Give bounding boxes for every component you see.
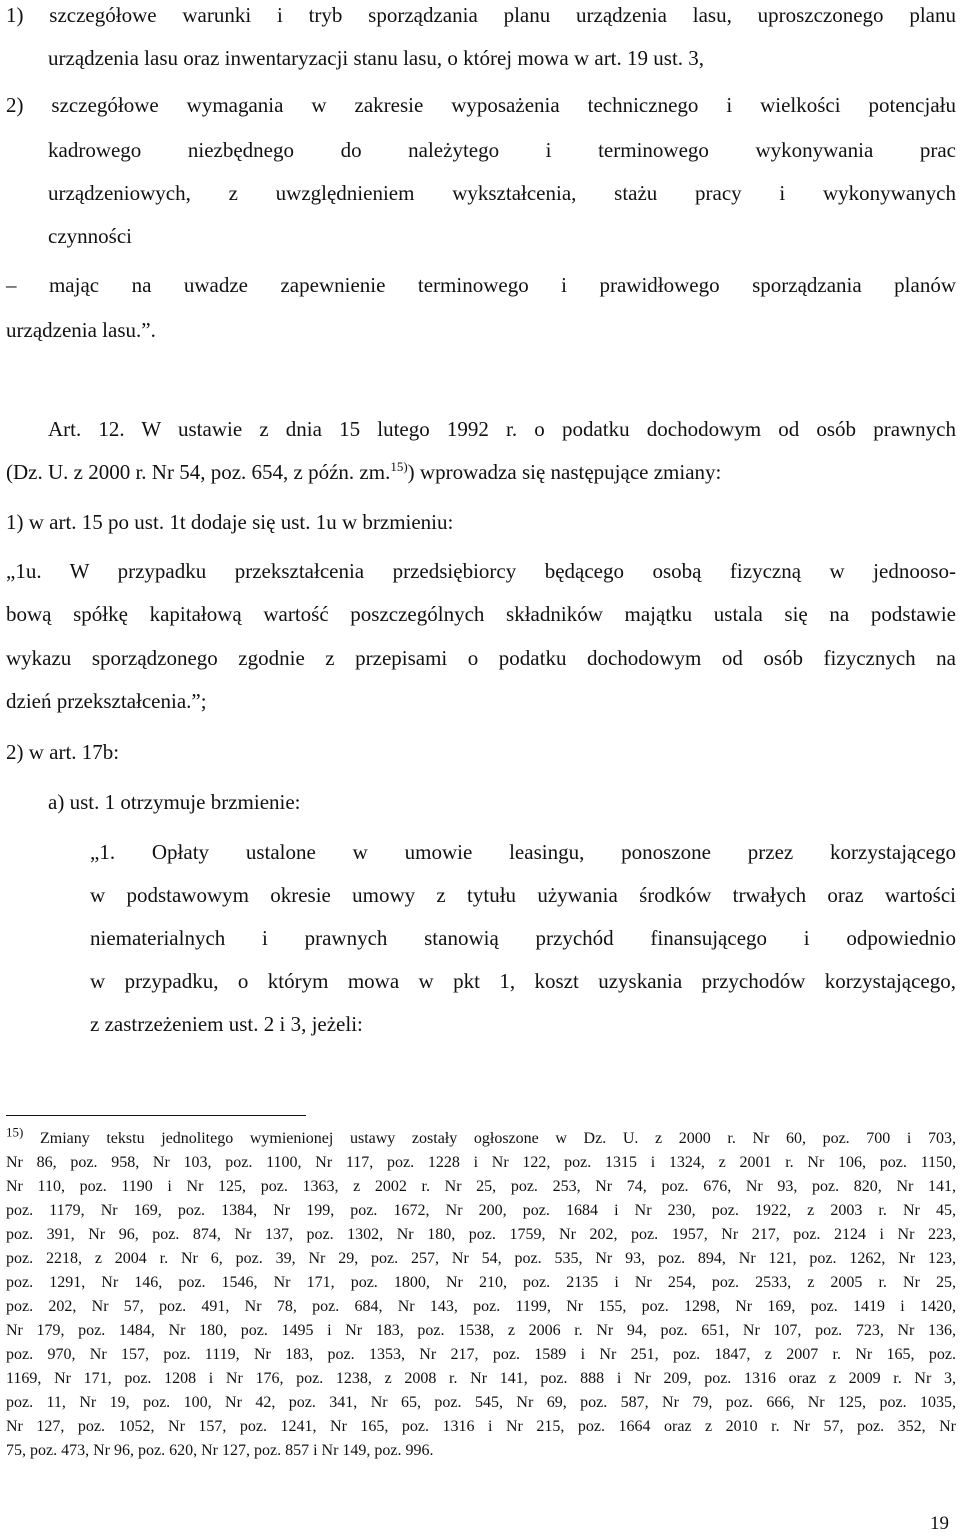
body-line: w przypadku, o którym mowa w pkt 1, koszt uzyskania przychodów korzystającego,	[90, 969, 956, 993]
footnote-ref: 15)	[390, 459, 408, 474]
footnote-line-text: Zmiany tekstu jednolitego wymienionej ustawy zostały ogłoszone w Dz. U. z 2000 r. Nr 60, poz. 700 i 703,	[39, 1130, 956, 1147]
footnote-marker: 15)	[6, 1124, 24, 1140]
body-line: czynności	[48, 224, 132, 248]
footnote-line: Nr 179, poz. 1484, Nr 180, poz. 1495 i Nr 183, poz. 1538, z 2006 r. Nr 94, poz. 651, Nr 107, poz. 723, Nr 136,	[6, 1322, 956, 1339]
footnote-line: poz. 1291, Nr 146, poz. 1546, Nr 171, poz. 1800, Nr 210, poz. 2135 i Nr 254, poz. 2533, z 2005 r. Nr 25,	[6, 1274, 956, 1291]
footnote-line	[6, 1124, 956, 1147]
footnote-line: Nr 86, poz. 958, Nr 103, poz. 1100, Nr 117, poz. 1228 i Nr 122, poz. 1315 i 1324, z 2001 r. Nr 106, poz. 1150,	[6, 1154, 956, 1171]
body-line: „1u. W przypadku przekształcenia przedsiębiorcy będącego osobą fizyczną w jednooso-	[6, 559, 956, 583]
body-line: wykazu sporządzonego zgodnie z przepisami o podatku dochodowym od osób fizycznych na	[6, 646, 956, 670]
body-line: dzień przekształcenia.”;	[6, 689, 207, 713]
body-line: „1. Opłaty ustalone w umowie leasingu, ponoszone przez korzystającego	[90, 840, 956, 864]
body-line: 2) szczegółowe wymagania w zakresie wyposażenia technicznego i wielkości potencjału	[6, 93, 956, 117]
footnote-line: poz. 2218, z 2004 r. Nr 6, poz. 39, Nr 29, poz. 257, Nr 54, poz. 535, Nr 93, poz. 894, Nr 121, poz. 1262, Nr 123,	[6, 1250, 956, 1267]
body-line: niematerialnych i prawnych stanowią przychód finansującego i odpowiednio	[90, 926, 956, 950]
footnote-line: poz. 1179, Nr 169, poz. 1384, Nr 199, poz. 1672, Nr 200, poz. 1684 i Nr 230, poz. 1922, z 2003 r. Nr 45,	[6, 1202, 956, 1219]
body-line: z zastrzeżeniem ust. 2 i 3, jeżeli:	[90, 1012, 363, 1036]
body-line: urządzenia lasu oraz inwentaryzacji stanu lasu, o której mowa w art. 19 ust. 3,	[48, 46, 705, 70]
body-line: urządzenia lasu.”.	[6, 318, 156, 342]
body-line: a) ust. 1 otrzymuje brzmienie:	[48, 790, 301, 814]
footnote-line: 75, poz. 473, Nr 96, poz. 620, Nr 127, poz. 857 i Nr 149, poz. 996.	[6, 1442, 434, 1459]
footnote-line: 1169, Nr 171, poz. 1208 i Nr 176, poz. 1238, z 2008 r. Nr 141, poz. 888 i Nr 209, poz. 1316 oraz z 2009 r. Nr 3,	[6, 1370, 956, 1387]
footnote-line: poz. 970, Nr 157, poz. 1119, Nr 183, poz. 1353, Nr 217, poz. 1589 i Nr 251, poz. 1847, z 2007 r. Nr 165, poz.	[6, 1346, 956, 1363]
body-line-text: ) wprowadza się następujące zmiany:	[407, 460, 722, 484]
body-line: 1) szczegółowe warunki i tryb sporządzania planu urządzenia lasu, uproszczonego planu	[6, 3, 956, 27]
footnote-line: Nr 110, poz. 1190 i Nr 125, poz. 1363, z 2002 r. Nr 25, poz. 253, Nr 74, poz. 676, Nr 93, poz. 820, Nr 141,	[6, 1178, 956, 1195]
footnote-separator	[6, 1115, 306, 1116]
body-line-text: (Dz. U. z 2000 r. Nr 54, poz. 654, z późn. zm.	[6, 460, 391, 484]
body-line: bową spółkę kapitałową wartość poszczególnych składników majątku ustala się na podstawie	[6, 602, 956, 626]
footnote-line: poz. 202, Nr 57, poz. 491, Nr 78, poz. 684, Nr 143, poz. 1199, Nr 155, poz. 1298, Nr 169, poz. 1419 i 1420,	[6, 1298, 956, 1315]
body-line	[6, 459, 722, 484]
body-line: kadrowego niezbędnego do należytego i terminowego wykonywania prac	[48, 138, 956, 162]
footnote-line: Nr 127, poz. 1052, Nr 157, poz. 1241, Nr 165, poz. 1316 i Nr 215, poz. 1664 oraz z 2010 r. Nr 57, poz. 352, Nr	[6, 1418, 956, 1435]
body-line: – mając na uwadze zapewnienie terminowego i prawidłowego sporządzania planów	[6, 273, 956, 297]
body-line: 1) w art. 15 po ust. 1t dodaje się ust. 1u w brzmieniu:	[6, 510, 454, 534]
body-line: w podstawowym okresie umowy z tytułu używania środków trwałych oraz wartości	[90, 883, 956, 907]
body-line: urządzeniowych, z uwzględnieniem wykształcenia, stażu pracy i wykonywanych	[48, 181, 956, 205]
page-number: 19	[930, 1513, 949, 1534]
footnote-line: poz. 11, Nr 19, poz. 100, Nr 42, poz. 341, Nr 65, poz. 545, Nr 69, poz. 587, Nr 79, poz. 666, Nr 125, poz. 1035,	[6, 1394, 956, 1411]
body-line: 2) w art. 17b:	[6, 740, 120, 764]
footnote-line: poz. 391, Nr 96, poz. 874, Nr 137, poz. 1302, Nr 180, poz. 1759, Nr 202, poz. 1957, Nr 217, poz. 2124 i Nr 223,	[6, 1226, 956, 1243]
article-heading-line: Art. 12. W ustawie z dnia 15 lutego 1992 r. o podatku dochodowym od osób prawnych	[48, 417, 956, 441]
